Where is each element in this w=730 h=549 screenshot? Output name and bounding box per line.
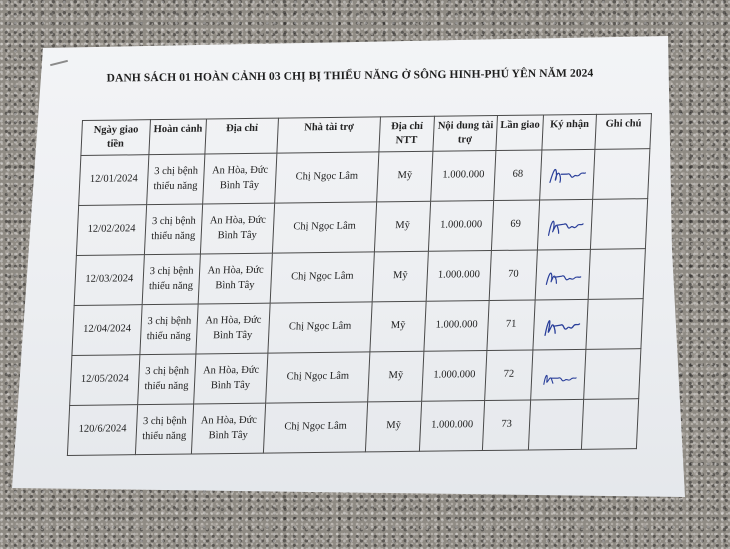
cell-address: An Hòa, Đức Bình Tây xyxy=(203,153,277,204)
cell-sponsor-address: Mỹ xyxy=(370,301,426,352)
cell-amount: 1.000.000 xyxy=(422,351,487,402)
cell-sponsor: Chị Ngọc Lâm xyxy=(266,352,370,403)
cell-delivery: 72 xyxy=(485,350,533,401)
donation-table xyxy=(67,113,652,456)
cell-date: 12/01/2024 xyxy=(79,155,149,206)
header-address: Địa chỉ xyxy=(205,118,279,154)
header-date: Ngày giao tiền xyxy=(81,120,151,156)
header-note: Ghi chú xyxy=(595,114,652,150)
cell-amount: 1.000.000 xyxy=(428,201,493,252)
table-row xyxy=(74,249,645,306)
cell-sponsor-address: Mỹ xyxy=(372,251,428,302)
header-signature: Ký nhận xyxy=(542,114,597,150)
header-delivery: Lần giao xyxy=(496,115,544,151)
cell-sponsor: Chị Ngọc Lâm xyxy=(270,252,374,303)
signature-mark xyxy=(538,361,579,387)
table-row xyxy=(72,299,643,356)
cell-address: An Hòa, Đức Bình Tây xyxy=(196,303,270,354)
cell-address: An Hòa, Đức Bình Tây xyxy=(200,203,274,254)
cell-note xyxy=(590,199,647,250)
cell-amount: 1.000.000 xyxy=(431,151,496,202)
cell-date: 12/04/2024 xyxy=(72,305,142,356)
cell-sponsor: Chị Ngọc Lâm xyxy=(275,152,379,203)
table-row xyxy=(70,349,641,406)
cell-sponsor-address: Mỹ xyxy=(365,401,421,452)
cell-sponsor: Chị Ngọc Lâm xyxy=(272,202,376,253)
table-row xyxy=(79,149,650,206)
cell-signature xyxy=(537,199,592,250)
cell-delivery: 71 xyxy=(487,300,535,351)
signature-mark xyxy=(547,161,588,187)
cell-situation: 3 chị bệnh thiểu năng xyxy=(140,304,198,355)
cell-situation: 3 chị bệnh thiểu năng xyxy=(138,354,196,405)
header-sponsor-address: Địa chỉ NTT xyxy=(379,116,435,152)
cell-date: 12/02/2024 xyxy=(76,205,146,256)
cell-date: 120/6/2024 xyxy=(67,405,137,456)
cell-signature xyxy=(535,249,590,300)
cell-delivery: 69 xyxy=(491,200,539,251)
cell-delivery: 70 xyxy=(489,250,537,301)
header-content: Nội dung tài trợ xyxy=(433,116,498,152)
cell-sponsor-address: Mỹ xyxy=(374,201,430,252)
cell-sponsor-address: Mỹ xyxy=(368,351,424,402)
signature-mark xyxy=(544,210,585,238)
cell-date: 12/03/2024 xyxy=(74,255,144,306)
table-row xyxy=(76,199,647,256)
cell-signature xyxy=(528,399,583,450)
cell-note xyxy=(586,299,643,350)
cell-sponsor: Chị Ngọc Lâm xyxy=(263,402,367,453)
cell-signature xyxy=(540,149,595,200)
document-title: DANH SÁCH 01 HOÀN CẢNH 03 CHỊ BỊ THIỂU NĂNG Ở SÔNG HINH-PHÚ YÊN NĂM 2024 xyxy=(106,67,594,85)
signature-mark xyxy=(540,310,581,338)
cell-note xyxy=(593,149,650,200)
cell-situation: 3 chị bệnh thiểu năng xyxy=(135,404,193,455)
cell-note xyxy=(584,349,641,400)
cell-delivery: 73 xyxy=(482,400,530,451)
cell-situation: 3 chị bệnh thiểu năng xyxy=(147,154,205,205)
cell-situation: 3 chị bệnh thiểu năng xyxy=(142,254,200,305)
cell-delivery: 68 xyxy=(494,150,542,201)
header-situation: Hoàn cảnh xyxy=(149,119,207,155)
cell-note xyxy=(588,249,645,300)
table-row xyxy=(67,399,638,456)
cell-signature xyxy=(531,349,586,400)
cell-address: An Hòa, Đức Bình Tây xyxy=(191,403,265,454)
signature-mark xyxy=(542,261,583,287)
cell-amount: 1.000.000 xyxy=(424,301,489,352)
cell-amount: 1.000.000 xyxy=(426,251,491,302)
cell-sponsor: Chị Ngọc Lâm xyxy=(268,302,372,353)
cell-sponsor-address: Mỹ xyxy=(377,151,433,202)
cell-situation: 3 chị bệnh thiểu năng xyxy=(144,204,202,255)
cell-address: An Hòa, Đức Bình Tây xyxy=(198,253,272,304)
cell-amount: 1.000.000 xyxy=(419,401,484,452)
cell-signature xyxy=(533,299,588,350)
cell-date: 12/05/2024 xyxy=(70,355,140,406)
cell-note xyxy=(581,399,638,450)
cell-address: An Hòa, Đức Bình Tây xyxy=(194,353,268,404)
header-sponsor: Nhà tài trợ xyxy=(277,117,381,153)
table-container xyxy=(67,113,652,456)
